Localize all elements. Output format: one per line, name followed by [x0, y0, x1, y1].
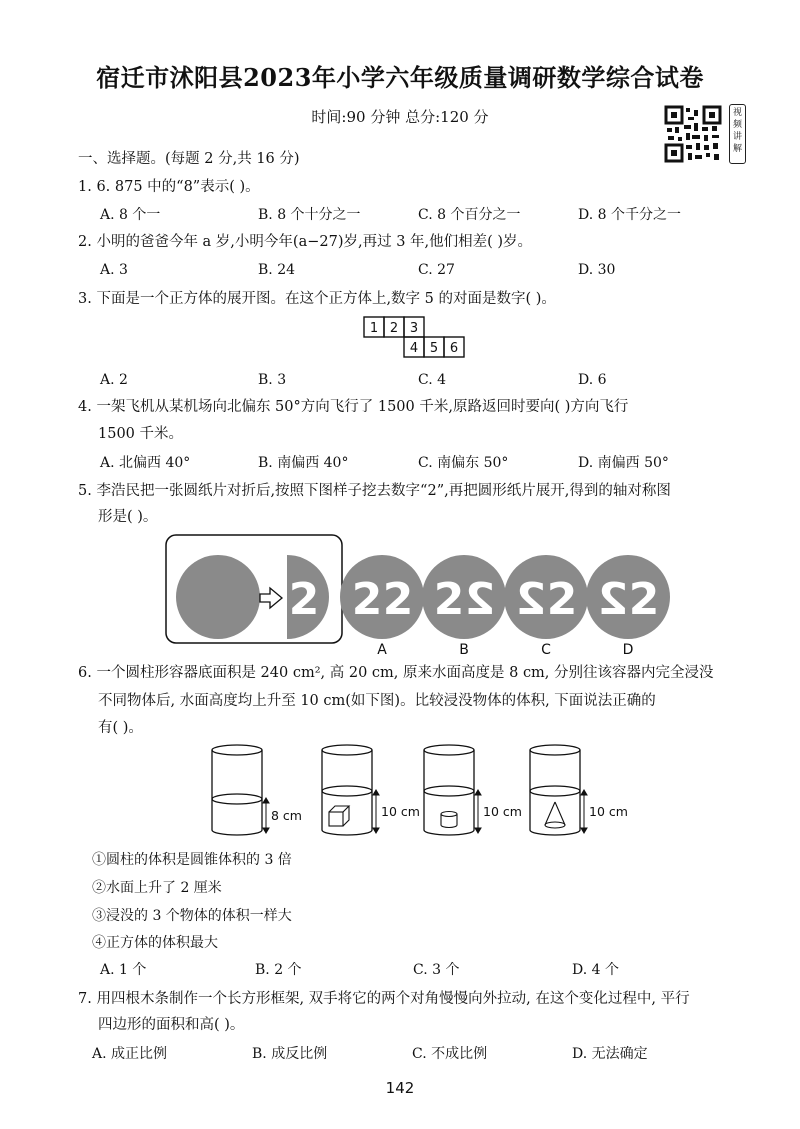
question-6-stem-line3: 有( )。 [98, 720, 143, 736]
question-6-stem-line1: 6. 一个圆柱形容器底面积是 240 cm², 高 20 cm, 原来水面高度是 8 cm, 分别往该容器内完全浸没 [78, 665, 714, 681]
q1-option-b[interactable]: B. 8 个十分之一 [258, 207, 361, 223]
qr-code[interactable] [664, 105, 722, 163]
question-5-stem-line1: 5. 李浩民把一张圆纸片对折后,按照下图样子挖去数字“2”,再把圆形纸片展开,得到的轴对称图 [78, 483, 671, 499]
q7-option-d[interactable]: D. 无法确定 [572, 1046, 648, 1062]
question-2-stem: 2. 小明的爸爸今年 a 岁,小明今年(a−27)岁,再过 3 年,他们相差( )岁。 [78, 234, 533, 250]
svg-text:2: 2 [382, 574, 414, 625]
question-5-stem-line2: 形是( )。 [98, 509, 158, 525]
net-face-1: 1 [369, 321, 379, 336]
q4-option-b[interactable]: B. 南偏西 40° [258, 455, 349, 471]
net-face-5: 5 [429, 341, 439, 356]
q7-option-c[interactable]: C. 不成比例 [412, 1046, 488, 1062]
q2-option-a[interactable]: A. 3 [100, 262, 128, 278]
q6-option-b[interactable]: B. 2 个 [255, 962, 302, 978]
question-4-stem-line2: 1500 千米。 [98, 426, 184, 442]
question-1-stem: 1. 6. 875 中的“8”表示( )。 [78, 179, 260, 195]
q6-option-a[interactable]: A. 1 个 [100, 962, 147, 978]
q7-option-a[interactable]: A. 成正比例 [92, 1046, 168, 1062]
q6-option-c[interactable]: C. 3 个 [413, 962, 460, 978]
q7-option-b[interactable]: B. 成反比例 [252, 1046, 328, 1062]
svg-text:2: 2 [515, 574, 547, 625]
paper-circle-figure [160, 532, 690, 660]
cyl-4-label: 10 cm [589, 804, 628, 819]
question-7-stem-line1: 7. 用四根木条制作一个长方形框架, 双手将它的两个对角慢慢向外拉动, 在这个变化过程中, 平行 [78, 991, 690, 1007]
q3-option-b[interactable]: B. 3 [258, 372, 287, 388]
q4-option-a[interactable]: A. 北偏西 40° [100, 455, 191, 471]
q6-option-d[interactable]: D. 4 个 [572, 962, 619, 978]
choice-a-figure [340, 555, 424, 639]
cyl-3-label: 10 cm [483, 804, 522, 819]
q4-option-d[interactable]: D. 南偏西 50° [578, 455, 669, 471]
q1-option-a[interactable]: A. 8 个一 [100, 207, 161, 223]
net-face-3: 3 [409, 321, 419, 336]
choice-a-label: A [377, 642, 387, 658]
choice-d-label: D [622, 642, 634, 658]
q4-option-c[interactable]: C. 南偏东 50° [418, 455, 509, 471]
net-face-6: 6 [449, 341, 459, 356]
q6-statement-1: ①圆柱的体积是圆锥体积的 3 倍 [92, 852, 292, 868]
choice-d-figure [586, 555, 670, 639]
video-explanation-tag: 视频讲解 [729, 104, 746, 164]
q3-option-c[interactable]: C. 4 [418, 372, 447, 388]
cylinders-figure [205, 742, 635, 842]
svg-text:2: 2 [546, 574, 578, 625]
question-7-stem-line2: 四边形的面积和高( )。 [98, 1017, 245, 1033]
q2-option-b[interactable]: B. 24 [258, 262, 296, 278]
svg-text:2: 2 [597, 574, 629, 625]
net-face-2: 2 [389, 321, 399, 336]
cyl-1-label: 8 cm [271, 808, 302, 823]
q2-option-c[interactable]: C. 27 [418, 262, 455, 278]
folded-digit: 2 [288, 574, 320, 625]
q3-option-d[interactable]: D. 6 [578, 372, 607, 388]
q6-statement-3: ③浸没的 3 个物体的体积一样大 [92, 908, 292, 924]
question-4-stem-line1: 4. 一架飞机从某机场向北偏东 50°方向飞行了 1500 千米,原路返回时要向( )方向飞行 [78, 399, 629, 415]
choice-b-figure [422, 555, 506, 639]
exam-time-score: 时间:90 分钟 总分:120 分 [311, 108, 489, 126]
exam-title: 宿迁市沭阳县2023年小学六年级质量调研数学综合试卷 [96, 63, 704, 92]
choice-b-label: B [459, 642, 469, 658]
page-number: 142 [385, 1079, 415, 1097]
svg-text:2: 2 [433, 574, 465, 625]
svg-text:2: 2 [464, 574, 496, 625]
question-3-stem: 3. 下面是一个正方体的展开图。在这个正方体上,数字 5 的对面是数字( )。 [78, 291, 556, 307]
cube-net-figure [360, 315, 480, 359]
section-heading: 一、选择题。(每题 2 分,共 16 分) [78, 151, 300, 167]
q1-option-c[interactable]: C. 8 个百分之一 [418, 207, 521, 223]
q3-option-a[interactable]: A. 2 [100, 372, 128, 388]
svg-text:2: 2 [351, 574, 383, 625]
svg-text:2: 2 [628, 574, 660, 625]
cyl-2-label: 10 cm [381, 804, 420, 819]
q2-option-d[interactable]: D. 30 [578, 262, 616, 278]
q6-statement-4: ④正方体的体积最大 [92, 935, 218, 951]
q1-option-d[interactable]: D. 8 个千分之一 [578, 207, 681, 223]
net-face-4: 4 [409, 341, 419, 356]
question-6-stem-line2: 不同物体后, 水面高度均上升至 10 cm(如下图)。比较浸没物体的体积, 下面说法正确的 [98, 693, 656, 709]
choice-c-figure [504, 555, 588, 639]
q6-statement-2: ②水面上升了 2 厘米 [92, 880, 222, 896]
choice-c-label: C [541, 642, 551, 658]
